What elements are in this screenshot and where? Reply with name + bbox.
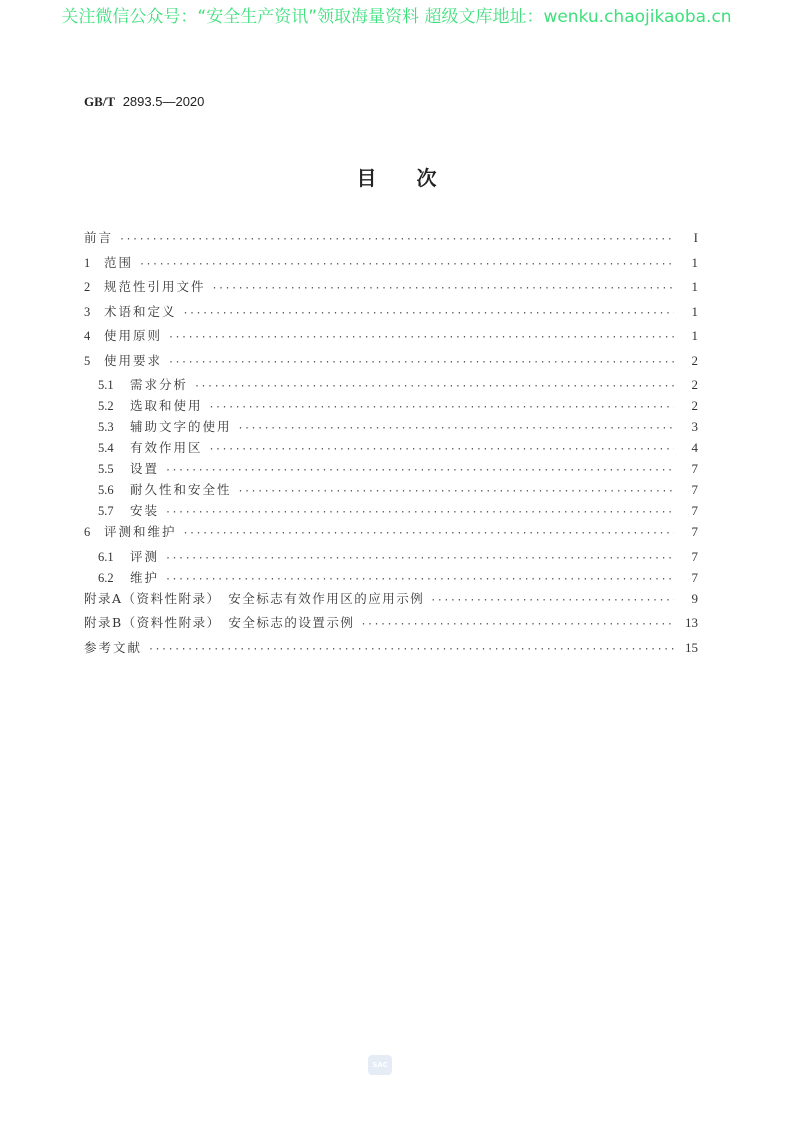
dot-leader bbox=[238, 423, 674, 434]
toc-entry-appendix-a[interactable] bbox=[84, 589, 698, 614]
dot-leader bbox=[165, 574, 674, 585]
toc-num: 5.3 bbox=[98, 420, 114, 434]
dot-leader bbox=[430, 595, 674, 606]
toc-label: 参考文献 bbox=[84, 639, 143, 655]
dot-leader bbox=[209, 444, 674, 455]
toc-page: 2 bbox=[691, 377, 698, 392]
dot-leader bbox=[165, 507, 674, 518]
toc-entry-2[interactable] bbox=[84, 277, 698, 302]
toc-page: 9 bbox=[691, 590, 698, 606]
page-title bbox=[0, 162, 793, 191]
toc-page: 1 bbox=[691, 303, 698, 319]
toc-entry-5[interactable] bbox=[84, 351, 698, 376]
toc-entry-5-1[interactable] bbox=[84, 375, 698, 396]
toc-label: 辅助文字的使用 bbox=[130, 419, 232, 434]
toc-entry-5-2[interactable] bbox=[84, 396, 698, 417]
dot-leader bbox=[168, 357, 674, 368]
toc-num: 5.4 bbox=[98, 441, 114, 455]
toc-page: 15 bbox=[685, 639, 698, 655]
toc-entry-5-6[interactable] bbox=[84, 480, 698, 501]
toc-page: 2 bbox=[691, 398, 698, 413]
dot-leader bbox=[209, 402, 674, 413]
title-char-2: 次 bbox=[416, 166, 437, 190]
toc-label: 有效作用区 bbox=[130, 440, 203, 455]
dot-leader bbox=[168, 332, 674, 343]
toc-page: 7 bbox=[691, 524, 698, 539]
toc-label: 选取和使用 bbox=[130, 398, 203, 413]
toc-entry-5-3[interactable] bbox=[84, 417, 698, 438]
toc-page: 2 bbox=[691, 352, 698, 368]
standard-prefix: GB/T bbox=[84, 94, 116, 109]
toc-num: 6.2 bbox=[98, 570, 114, 585]
toc-page: 7 bbox=[691, 569, 698, 585]
toc-label: 范围 bbox=[104, 254, 134, 270]
toc-num: 5.2 bbox=[98, 399, 114, 413]
promo-banner: 关注微信公众号：“安全生产资讯”领取海量资料 超级文库地址：wenku.chaojikaoba.cn bbox=[61, 7, 732, 27]
toc-num: 5.1 bbox=[98, 378, 114, 392]
toc-label: 耐久性和安全性 bbox=[130, 482, 232, 497]
toc-page: 13 bbox=[685, 615, 698, 630]
sac-logo-icon: SAC bbox=[368, 1055, 392, 1075]
toc-num: 4 bbox=[84, 329, 91, 343]
standard-code bbox=[84, 94, 204, 110]
toc-num: 3 bbox=[84, 304, 91, 319]
toc-label: 附录B（资料性附录） 安全标志的设置示例 bbox=[84, 615, 355, 630]
toc-num: 5 bbox=[84, 353, 91, 368]
toc-entry-3[interactable] bbox=[84, 302, 698, 327]
toc-page: 1 bbox=[691, 328, 698, 343]
toc-label: 设置 bbox=[130, 461, 160, 476]
toc-label: 使用原则 bbox=[104, 328, 163, 343]
toc-page: 1 bbox=[691, 254, 698, 270]
toc-label: 前言 bbox=[84, 230, 114, 245]
toc-entry-6-2[interactable] bbox=[84, 568, 698, 589]
toc-label: 评测和维护 bbox=[104, 524, 177, 539]
toc-page: 7 bbox=[691, 461, 698, 476]
toc-num: 2 bbox=[84, 280, 91, 294]
toc-num: 6 bbox=[84, 525, 91, 539]
toc-num: 6.1 bbox=[98, 549, 114, 564]
dot-leader bbox=[212, 283, 674, 294]
toc-num: 5.7 bbox=[98, 504, 114, 518]
toc-entry-6[interactable] bbox=[84, 522, 698, 547]
toc-label: 使用要求 bbox=[104, 352, 163, 368]
dot-leader bbox=[119, 234, 674, 245]
toc-label: 安装 bbox=[130, 503, 160, 518]
standard-number: 2893.5—2020 bbox=[122, 94, 205, 109]
toc-entry-5-5[interactable] bbox=[84, 459, 698, 480]
title-char-1: 目 bbox=[356, 166, 377, 190]
toc-label: 附录A（资料性附录） 安全标志有效作用区的应用示例 bbox=[84, 590, 425, 606]
toc-entry-1[interactable] bbox=[84, 253, 698, 278]
toc-page: 1 bbox=[691, 279, 698, 294]
dot-leader bbox=[238, 486, 674, 497]
toc-page: 7 bbox=[691, 482, 698, 497]
toc-label: 维护 bbox=[130, 569, 160, 585]
toc-entry-6-1[interactable] bbox=[84, 547, 698, 568]
toc-num: 5.6 bbox=[98, 483, 114, 497]
toc-entry-4[interactable] bbox=[84, 326, 698, 351]
dot-leader bbox=[165, 553, 674, 564]
toc-page: 7 bbox=[691, 548, 698, 564]
toc-label: 评测 bbox=[130, 548, 160, 564]
toc-label: 规范性引用文件 bbox=[104, 279, 206, 294]
dot-leader bbox=[183, 528, 674, 539]
toc-page: 4 bbox=[691, 440, 698, 455]
toc-entry-foreword[interactable] bbox=[84, 228, 698, 253]
dot-leader bbox=[194, 381, 674, 392]
dot-leader bbox=[183, 308, 674, 319]
toc-entry-references[interactable] bbox=[84, 638, 698, 663]
toc-num: 5.5 bbox=[98, 462, 114, 476]
toc-page: I bbox=[693, 230, 698, 245]
dot-leader bbox=[360, 619, 674, 630]
table-of-contents bbox=[84, 228, 698, 662]
toc-page: 3 bbox=[691, 419, 698, 434]
dot-leader bbox=[165, 465, 674, 476]
toc-entry-5-7[interactable] bbox=[84, 501, 698, 522]
toc-entry-appendix-b[interactable] bbox=[84, 613, 698, 638]
toc-entry-5-4[interactable] bbox=[84, 438, 698, 459]
toc-label: 需求分析 bbox=[130, 377, 189, 392]
toc-label: 术语和定义 bbox=[104, 303, 177, 319]
dot-leader bbox=[148, 644, 674, 655]
dot-leader bbox=[139, 259, 674, 270]
toc-page: 7 bbox=[691, 503, 698, 518]
toc-num: 1 bbox=[84, 255, 91, 270]
